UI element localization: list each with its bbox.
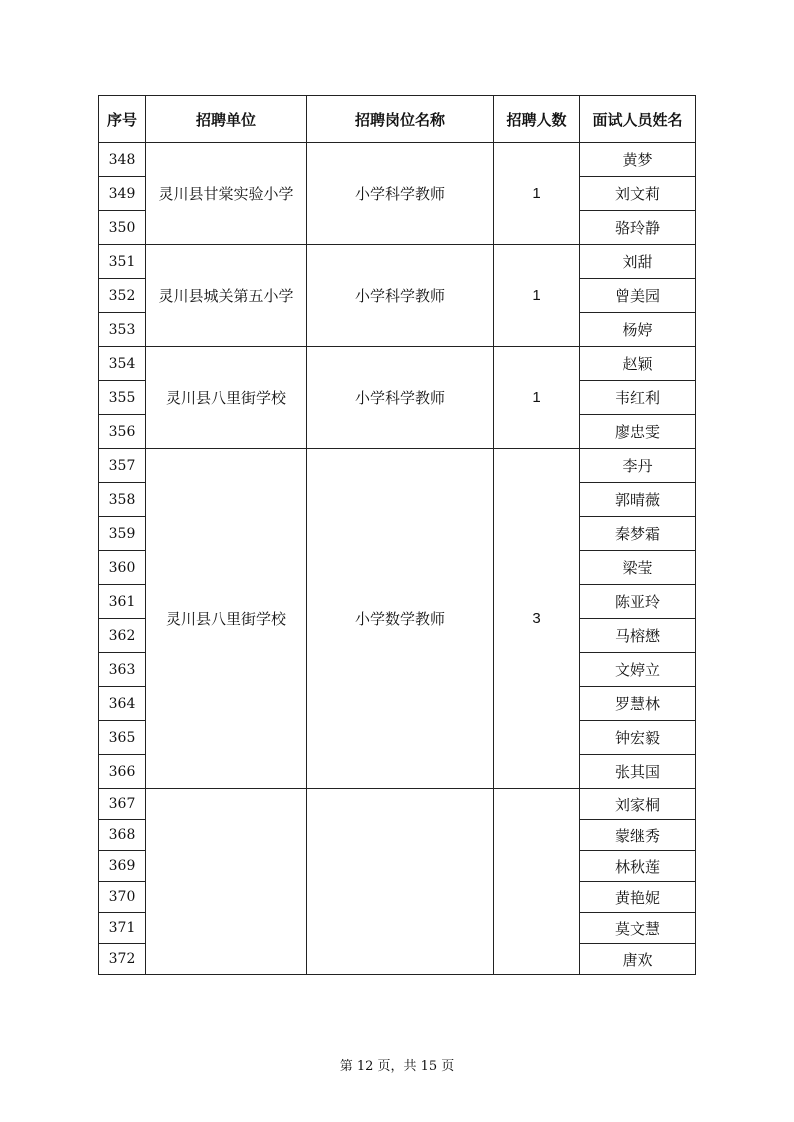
serial-number-cell: 361	[99, 585, 146, 619]
serial-number-cell: 368	[99, 820, 146, 851]
hire-count-cell	[494, 789, 580, 975]
serial-number-cell: 372	[99, 944, 146, 975]
hire-count-cell: 3	[494, 449, 580, 789]
candidate-name-cell: 韦红利	[580, 381, 696, 415]
candidate-name-cell: 刘甜	[580, 245, 696, 279]
candidate-name-cell: 钟宏毅	[580, 721, 696, 755]
interview-roster-table	[98, 95, 696, 975]
serial-number-cell: 358	[99, 483, 146, 517]
recruiting-unit-cell: 灵川县甘棠实验小学	[146, 143, 307, 245]
table-header-row	[99, 96, 696, 143]
serial-number-cell: 370	[99, 882, 146, 913]
hire-count-cell: 1	[494, 245, 580, 347]
hire-count-cell: 1	[494, 347, 580, 449]
candidate-name-cell: 郭晴薇	[580, 483, 696, 517]
position-name-cell	[307, 789, 494, 975]
position-name-cell: 小学科学教师	[307, 245, 494, 347]
serial-number-cell: 351	[99, 245, 146, 279]
serial-number-cell: 362	[99, 619, 146, 653]
header-position-name: 招聘岗位名称	[307, 96, 494, 143]
serial-number-cell: 371	[99, 913, 146, 944]
candidate-name-cell: 廖忠雯	[580, 415, 696, 449]
position-name-cell: 小学数学教师	[307, 449, 494, 789]
header-recruiting-unit: 招聘单位	[146, 96, 307, 143]
hire-count-cell: 1	[494, 143, 580, 245]
page-footer: 第 12 页，共 15 页	[339, 1059, 455, 1074]
serial-number-cell: 360	[99, 551, 146, 585]
candidate-name-cell: 杨婷	[580, 313, 696, 347]
candidate-name-cell: 李丹	[580, 449, 696, 483]
candidate-name-cell: 曾美园	[580, 279, 696, 313]
serial-number-cell: 359	[99, 517, 146, 551]
candidate-name-cell: 唐欢	[580, 944, 696, 975]
table-body	[99, 143, 696, 975]
position-name-cell: 小学科学教师	[307, 347, 494, 449]
serial-number-cell: 355	[99, 381, 146, 415]
serial-number-cell: 352	[99, 279, 146, 313]
table-row	[99, 245, 696, 279]
candidate-name-cell: 刘家桐	[580, 789, 696, 820]
serial-number-cell: 356	[99, 415, 146, 449]
recruiting-unit-cell: 灵川县八里街学校	[146, 347, 307, 449]
serial-number-cell: 364	[99, 687, 146, 721]
candidate-name-cell: 梁莹	[580, 551, 696, 585]
candidate-name-cell: 莫文慧	[580, 913, 696, 944]
table-row	[99, 449, 696, 483]
serial-number-cell: 357	[99, 449, 146, 483]
serial-number-cell: 348	[99, 143, 146, 177]
table-row	[99, 347, 696, 381]
candidate-name-cell: 罗慧林	[580, 687, 696, 721]
candidate-name-cell: 赵颖	[580, 347, 696, 381]
serial-number-cell: 349	[99, 177, 146, 211]
serial-number-cell: 367	[99, 789, 146, 820]
recruiting-unit-cell: 灵川县八里街学校	[146, 449, 307, 789]
candidate-name-cell: 骆玲静	[580, 211, 696, 245]
candidate-name-cell: 张其国	[580, 755, 696, 789]
header-serial-number: 序号	[99, 96, 146, 143]
candidate-name-cell: 蒙继秀	[580, 820, 696, 851]
header-candidate-name: 面试人员姓名	[580, 96, 696, 143]
serial-number-cell: 353	[99, 313, 146, 347]
candidate-name-cell: 文婷立	[580, 653, 696, 687]
recruiting-unit-cell: 灵川县城关第五小学	[146, 245, 307, 347]
serial-number-cell: 369	[99, 851, 146, 882]
serial-number-cell: 363	[99, 653, 146, 687]
serial-number-cell: 365	[99, 721, 146, 755]
candidate-name-cell: 马榕懋	[580, 619, 696, 653]
candidate-name-cell: 林秋莲	[580, 851, 696, 882]
candidate-name-cell: 秦梦霜	[580, 517, 696, 551]
candidate-name-cell: 黄艳妮	[580, 882, 696, 913]
table-row	[99, 143, 696, 177]
position-name-cell: 小学科学教师	[307, 143, 494, 245]
candidate-name-cell: 黄梦	[580, 143, 696, 177]
candidate-name-cell: 陈亚玲	[580, 585, 696, 619]
serial-number-cell: 350	[99, 211, 146, 245]
recruiting-unit-cell	[146, 789, 307, 975]
serial-number-cell: 366	[99, 755, 146, 789]
header-hire-count: 招聘人数	[494, 96, 580, 143]
candidate-name-cell: 刘文莉	[580, 177, 696, 211]
table-row	[99, 789, 696, 820]
serial-number-cell: 354	[99, 347, 146, 381]
